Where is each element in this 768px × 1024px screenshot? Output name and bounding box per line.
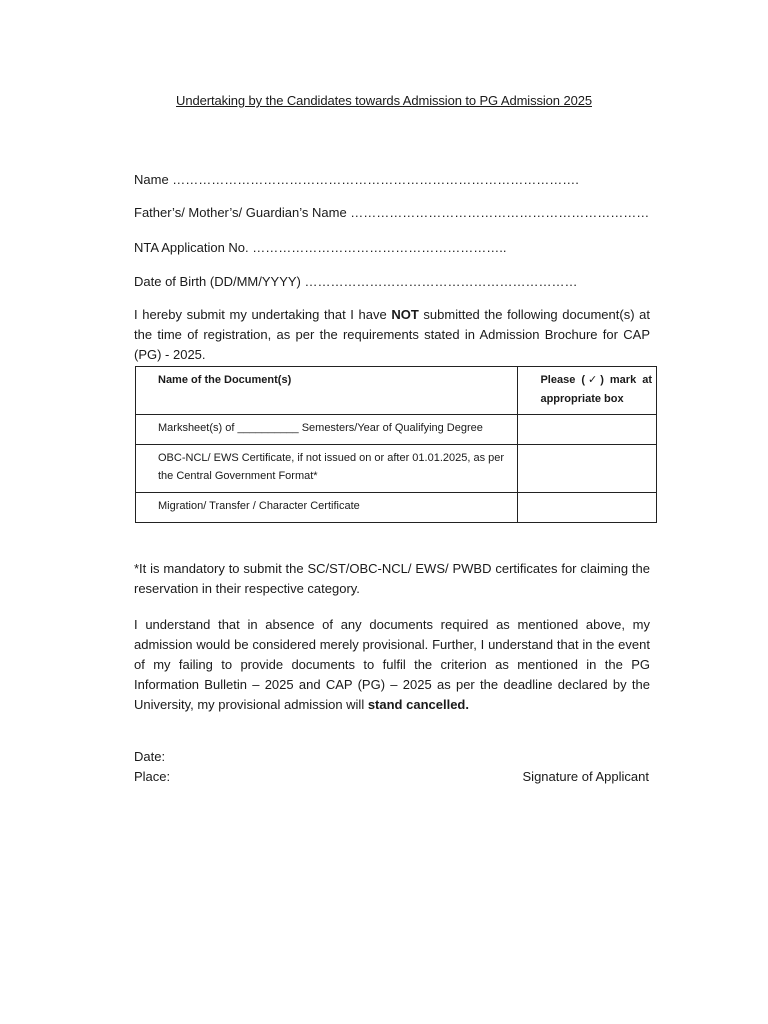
understanding-text: I understand that in absence of any documents required as mentioned above, my admission would be considered merely provisional. Further, I understand that in the event of my failing to provide documents to fulfil the criterion as mentioned in the PG Information Bulletin – 2025 and CAP (PG) – 2025 as per the deadline declared by the University, my provisional admission will [134,617,650,712]
document-title: Undertaking by the Candidates towards Admission to PG Admission 2025 [176,93,592,108]
name-field: Name …………………………………………………………………………………. [134,172,579,187]
signature-label: Signature of Applicant [522,769,649,784]
mark-box[interactable] [518,493,657,523]
table-row [136,493,657,523]
header-document-name [136,367,518,415]
mandatory-note: *It is mandatory to submit the SC/ST/OBC-NCL/ EWS/ PWBD certificates for claiming the reservation in their respective category. [134,561,650,596]
understanding-paragraph [134,615,650,715]
table-header-row [136,367,657,415]
intro-text-part2: submitted the following document(s) at the time of registration, as per the requirements stated in Admission Brochure for CAP (PG) - 2025. [134,307,650,362]
header-document-name-label: Name of the Document(s) [158,374,292,386]
document-label: OBC-NCL/ EWS Certificate, if not issued on or after 01.01.2025, as per the Central Government Format* [158,452,505,482]
table-row [136,445,657,493]
documents-table [135,366,657,523]
mark-box[interactable] [518,415,657,445]
document-label: Migration/ Transfer / Character Certificate [158,500,360,512]
parent-name-field: Father’s/ Mother’s/ Guardian’s Name …………………………………………………………… [134,205,650,220]
intro-text-bold: NOT [391,307,419,322]
document-label: Marksheet(s) of __________ Semesters/Year of Qualifying Degree [158,422,483,434]
intro-paragraph [134,305,650,365]
header-mark [518,367,657,415]
nta-application-field: NTA Application No. ………………………………………………….. [134,240,507,255]
header-mark-label: Please (✓) mark at appropriate box [540,374,652,405]
mark-box[interactable] [518,445,657,493]
place-label: Place: [134,769,171,784]
understanding-bold: stand cancelled. [367,697,469,712]
document-cell [136,493,518,523]
date-label: Date: [134,749,166,764]
table-row [136,415,657,445]
document-cell [136,415,518,445]
date-of-birth-field: Date of Birth (DD/MM/YYYY) ……………………………………………………… [134,274,578,289]
intro-text-part1: I hereby submit my undertaking that I have [134,307,392,322]
document-cell [136,445,518,493]
